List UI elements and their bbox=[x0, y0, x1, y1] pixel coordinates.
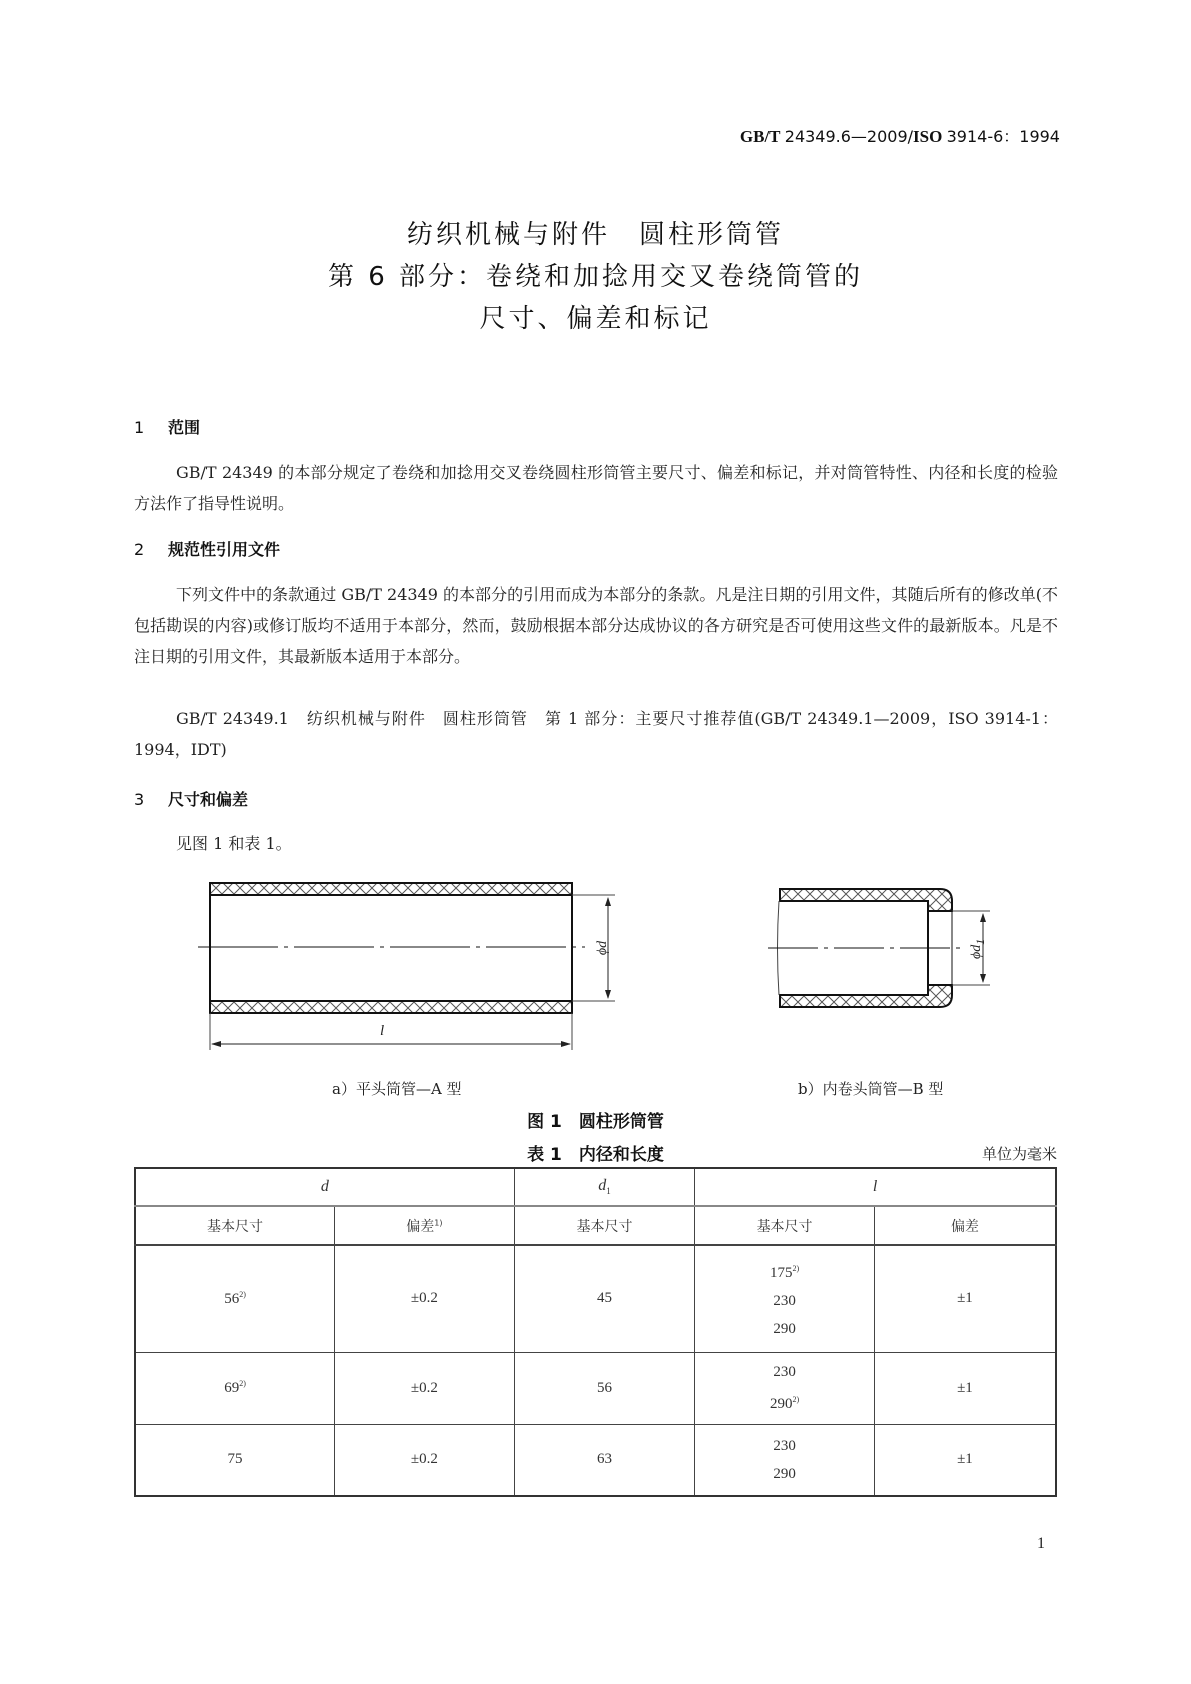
normative-reference: GB/T 24349.1 纺织机械与附件 圆柱形筒管 第 1 部分：主要尺寸推荐值(GB/T 24349.1—2009，ISO 3914-1：1994，IDT) bbox=[134, 709, 1058, 759]
section-3-heading: 3 尺寸和偏差 bbox=[134, 790, 249, 809]
tube-type-b bbox=[768, 889, 990, 1007]
table-1 bbox=[134, 1167, 1057, 1497]
table-row: 69$^{2)}$ ±0.2 56 230 290$^{2)}$ ±1 bbox=[135, 1352, 1056, 1424]
iso-code: 3914-6：1994 bbox=[946, 127, 1060, 146]
subheader-d-deviation: 偏差$^{1)}$ bbox=[335, 1206, 515, 1245]
table-group-header-row bbox=[135, 1168, 1056, 1206]
tube-type-a bbox=[198, 883, 615, 1050]
iso-prefix: ISO bbox=[913, 127, 943, 146]
label-l: l bbox=[380, 1023, 385, 1039]
figure-caption-a: a）平头筒管—A 型 bbox=[332, 1080, 462, 1098]
subheader-l-deviation: 偏差 bbox=[874, 1206, 1056, 1245]
title-line-3: 尺寸、偏差和标记 bbox=[479, 304, 712, 334]
table-unit: 单位为毫米 bbox=[981, 1145, 1057, 1163]
title-line-2: 第 6 部分：卷绕和加捻用交叉卷绕筒管的 bbox=[327, 262, 864, 292]
figure-caption-b: b）内卷头筒管—B 型 bbox=[798, 1080, 944, 1098]
label-phi-d1: $\phi d_1$ bbox=[969, 938, 987, 959]
table-sub-header-row bbox=[135, 1206, 1056, 1245]
header-d1: $d_1$ bbox=[514, 1168, 695, 1206]
section-1-paragraph: GB/T 24349 的本部分规定了卷绕和加捻用交叉卷绕圆柱形筒管主要尺寸、偏差和标记，并对筒管特性、内径和长度的检验方法作了指导性说明。 bbox=[134, 463, 1058, 513]
section-2-heading: 2 规范性引用文件 bbox=[134, 540, 281, 559]
section-2-paragraph: 下列文件中的条款通过 GB/T 24349 的本部分的引用而成为本部分的条款。凡是注日期的引用文件，其随后所有的修改单(不包括勘误的内容)或修订版均不适用于本部分，然而，鼓励根据本部分达成协议的各方研究是否可使用这些文件的最新版本。凡是不注日期的引用文件，其最新版本适用于本部分。 bbox=[134, 585, 1058, 666]
table-1-caption: 表 1 内径和长度 bbox=[527, 1145, 664, 1165]
label-phi-d: ϕd bbox=[595, 940, 611, 956]
table-row: 75 ±0.2 63 230 290 ±1 bbox=[135, 1424, 1056, 1496]
standard-code: 24349.6—2009/ bbox=[784, 127, 914, 146]
standard-prefix: GB/T bbox=[739, 127, 781, 146]
title-line-1: 纺织机械与附件 圆柱形筒管 bbox=[406, 220, 784, 250]
table-row: 56$^{2)}$ ±0.2 45 175$^{2)}$ 230 290 ±1 bbox=[135, 1245, 1056, 1352]
figure-1-caption: 图 1 圆柱形筒管 bbox=[527, 1112, 664, 1132]
subheader-l-basic: 基本尺寸 bbox=[695, 1206, 875, 1245]
section-1-heading: 1 范围 bbox=[134, 418, 201, 437]
subheader-d-basic: 基本尺寸 bbox=[135, 1206, 335, 1245]
header-l: l bbox=[695, 1168, 1056, 1206]
subheader-d1-basic: 基本尺寸 bbox=[514, 1206, 695, 1245]
page-number: 1 bbox=[1037, 1535, 1045, 1552]
header-d: d bbox=[135, 1168, 514, 1206]
section-3-paragraph: 见图 1 和表 1。 bbox=[176, 834, 292, 853]
